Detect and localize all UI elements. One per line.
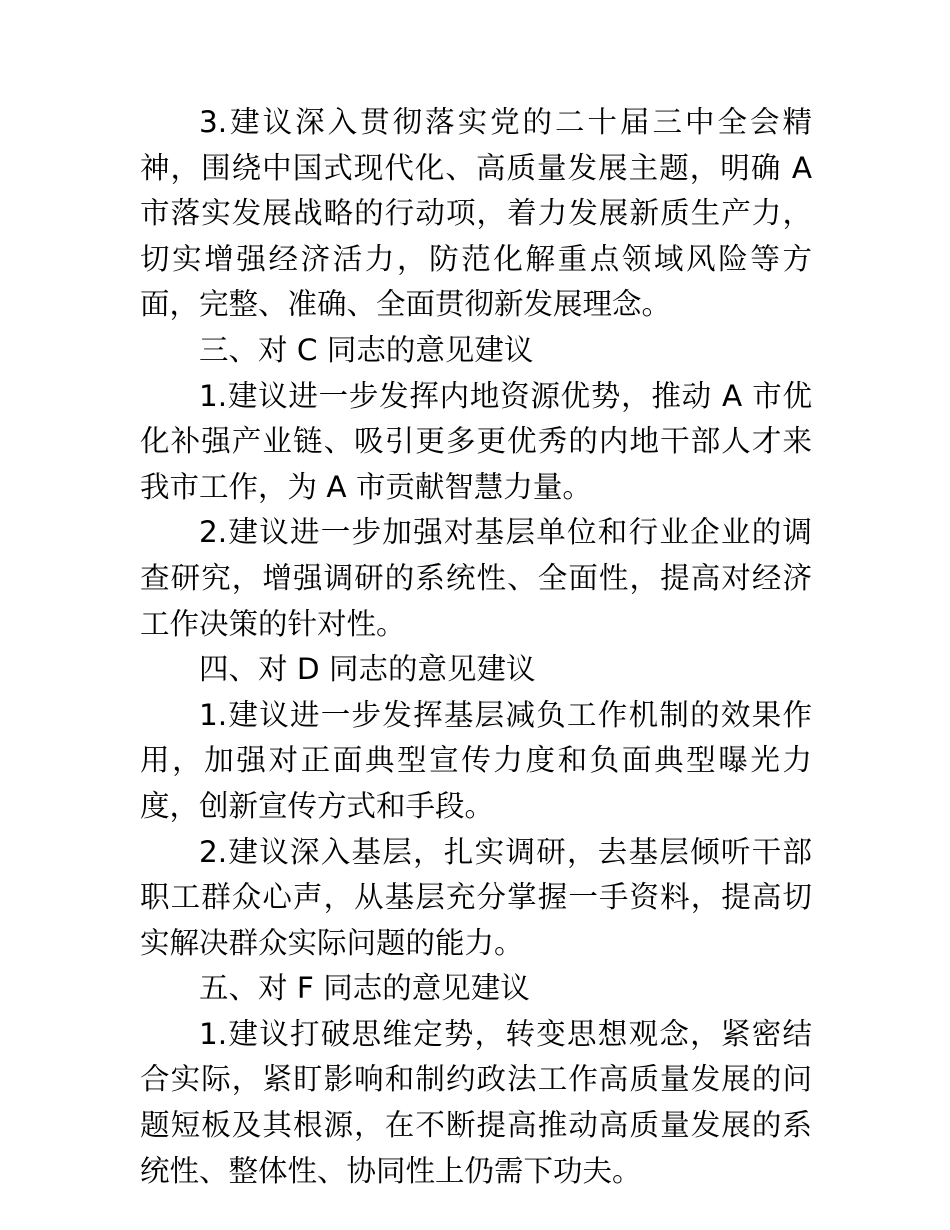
paragraph-5-item-1: 1.建议打破思维定势，转变思想观念，紧密结合实际，紧盯影响和制约政法工作高质量发展的问题短板及其根源，在不断提高推动高质量发展的系统性、整体性、协同性上仍需下功夫。 bbox=[140, 1016, 812, 1188]
paragraph-4-item-1: 1.建议进一步发挥基层减负工作机制的效果作用，加强对正面典型宣传力度和负面典型曝光力度，创新宣传方式和手段。 bbox=[140, 697, 812, 823]
heading-section-four: 四、对 D 同志的意见建议 bbox=[199, 652, 536, 687]
paragraph-3-item-1: 1.建议进一步发挥内地资源优势，推动 A 市优化补强产业链、吸引更多更优秀的内地干部人才来我市工作，为 A 市贡献智慧力量。 bbox=[140, 378, 812, 504]
heading-section-five: 五、对 F 同志的意见建议 bbox=[199, 971, 530, 1006]
paragraph-4-item-2: 2.建议深入基层，扎实调研，去基层倾听干部职工群众心声，从基层充分掌握一手资料，提高切实解决群众实际问题的能力。 bbox=[140, 834, 812, 960]
document-text-body bbox=[140, 100, 812, 1194]
paragraph-3-item-2: 2.建议进一步加强对基层单位和行业企业的调查研究，增强调研的系统性、全面性，提高对经济工作决策的针对性。 bbox=[140, 515, 812, 641]
heading-section-three: 三、对 C 同志的意见建议 bbox=[199, 332, 534, 367]
paragraph-2-item-3: 3.建议深入贯彻落实党的二十届三中全会精神，围绕中国式现代化、高质量发展主题，明确 A 市落实发展战略的行动项，着力发展新质生产力，切实增强经济活力，防范化解重点领域风险等方面，完整、准确、全面贯彻新发展理念。 bbox=[140, 105, 812, 322]
